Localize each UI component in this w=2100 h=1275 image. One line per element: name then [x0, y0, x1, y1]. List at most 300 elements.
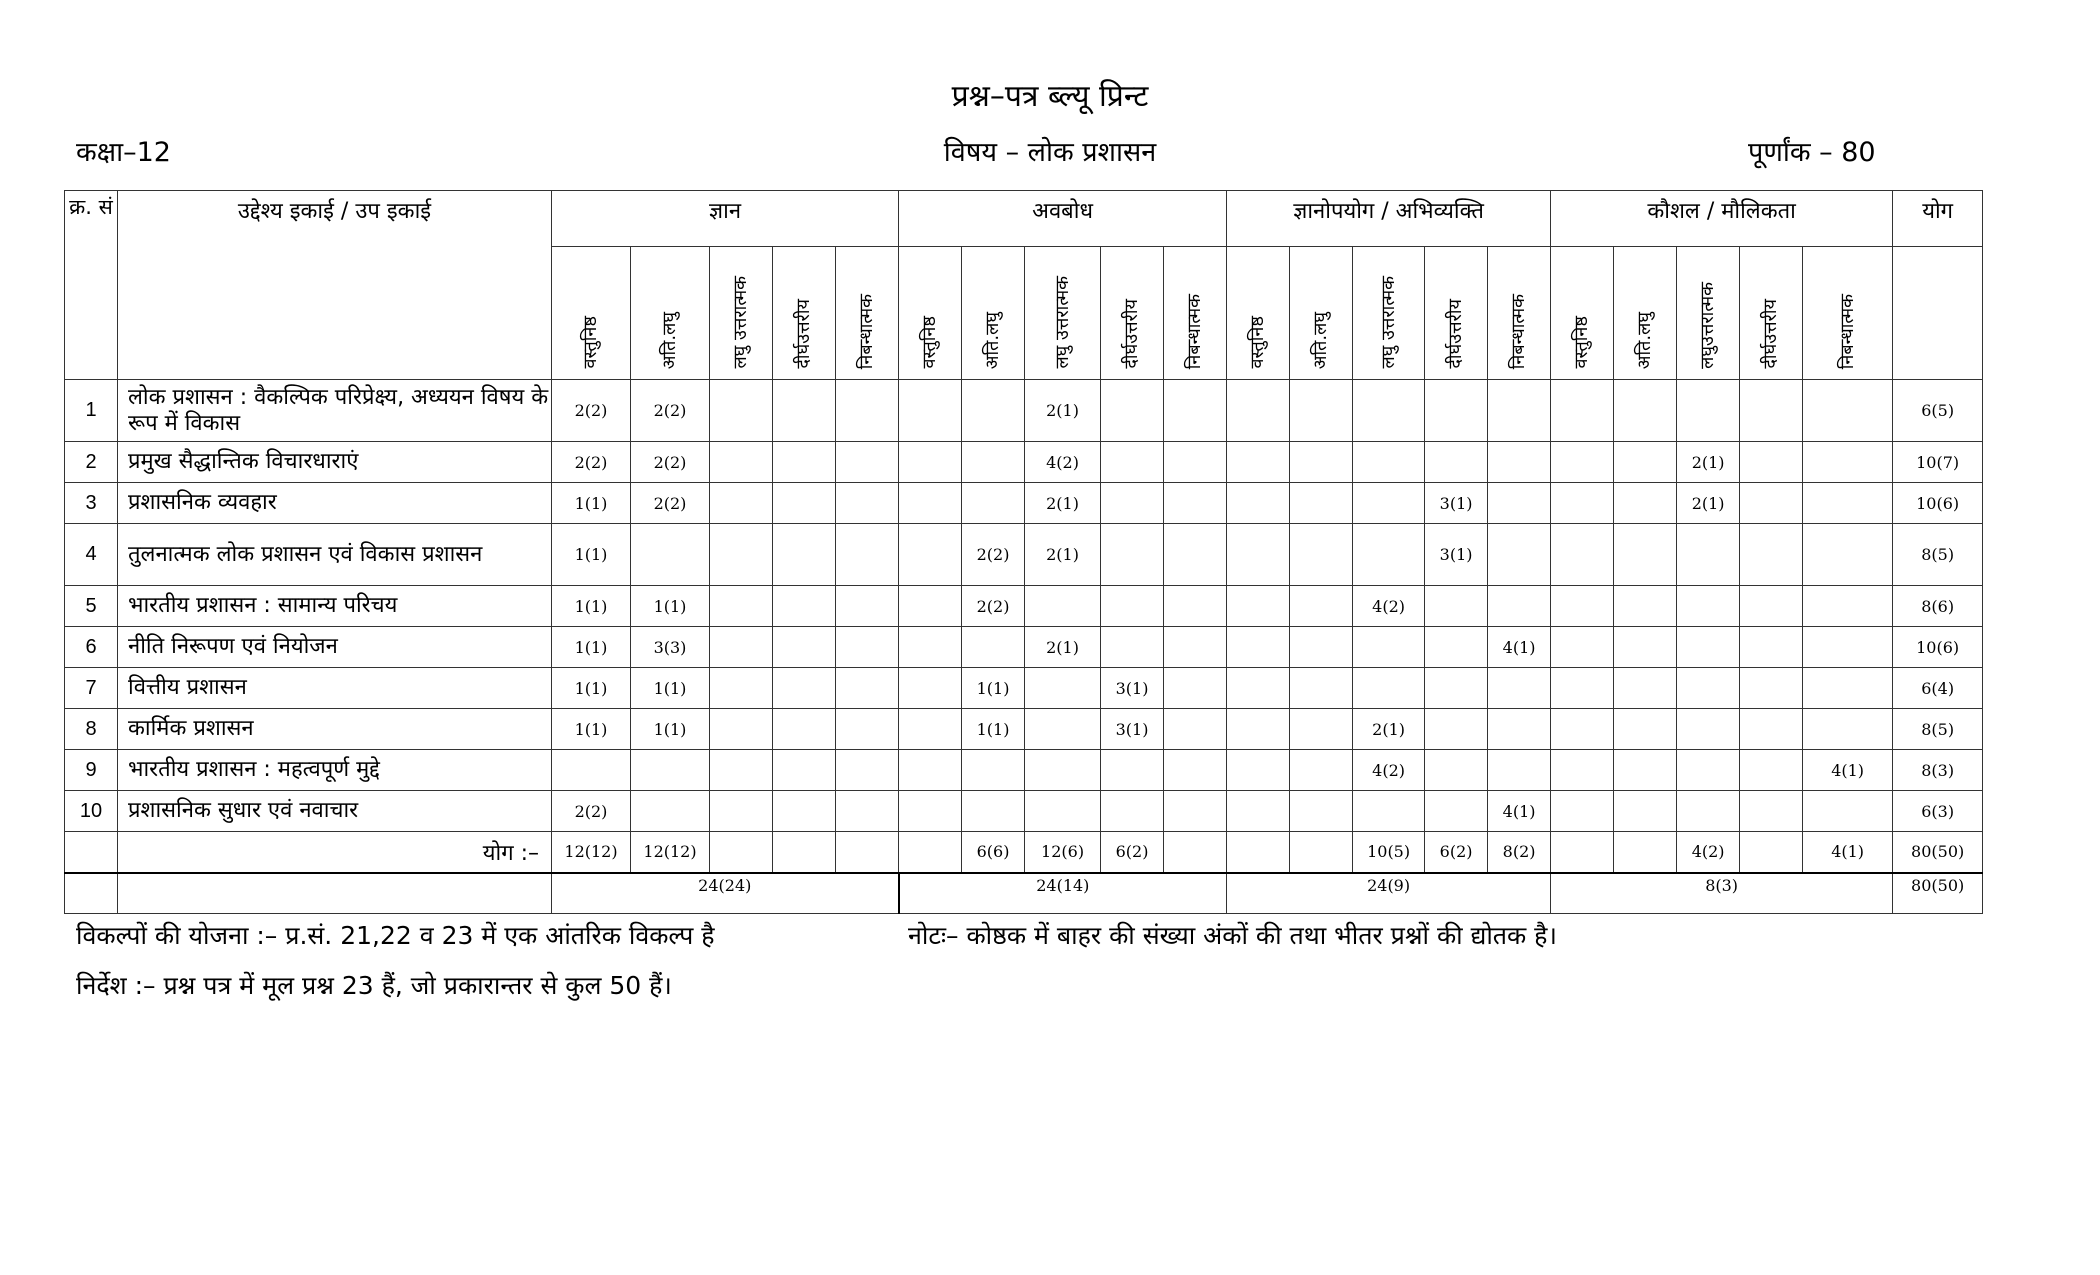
row-serial: 2 [65, 442, 118, 483]
row-cell [1227, 380, 1290, 442]
row-cell [1164, 524, 1227, 586]
row-cell: 4(2) [1353, 586, 1425, 627]
row-cell: 2(2) [552, 442, 631, 483]
row-cell [1353, 668, 1425, 709]
row-cell: 2(2) [631, 442, 710, 483]
row-cell [1803, 791, 1893, 832]
options-scheme-note: विकल्पों की योजना :– प्र.सं. 21,22 व 23 में एक आंतरिक विकल्प है [76, 921, 715, 950]
sum-row [65, 832, 1983, 873]
row-cell [773, 709, 836, 750]
total-subheader-blank [1893, 247, 1983, 380]
row-cell [1803, 627, 1893, 668]
row-cell [836, 524, 899, 586]
total-header: योग [1893, 191, 1983, 247]
row-cell [1740, 483, 1803, 524]
row-unit: तुलनात्मक लोक प्रशासन एवं विकास प्रशासन [118, 524, 552, 586]
row-cell: 1(1) [552, 668, 631, 709]
subcolumn-label: निबन्धात्मक [1508, 293, 1530, 369]
row-cell [1740, 627, 1803, 668]
subcolumn-label: वस्तुनिष्ठ [919, 316, 941, 369]
subcolumn-label: अति.लघु [982, 311, 1004, 369]
row-cell [1740, 380, 1803, 442]
grand-total: 80(50) [1893, 873, 1983, 914]
sum-row-cell [899, 832, 962, 873]
row-cell: 2(2) [962, 586, 1025, 627]
row-cell [1425, 791, 1488, 832]
row-cell [1551, 709, 1614, 750]
row-cell [1101, 380, 1164, 442]
subcolumn-header [1227, 247, 1290, 380]
subcolumn-header [899, 247, 962, 380]
row-cell [962, 627, 1025, 668]
row-cell [1101, 791, 1164, 832]
row-cell [1164, 586, 1227, 627]
row-cell [1425, 709, 1488, 750]
row-cell [1353, 524, 1425, 586]
sum-row-cell [1290, 832, 1353, 873]
row-total: 8(3) [1893, 750, 1983, 791]
subcolumn-header [773, 247, 836, 380]
row-cell: 4(2) [1025, 442, 1101, 483]
row-cell [1614, 586, 1677, 627]
row-cell: 1(1) [631, 709, 710, 750]
row-cell [773, 791, 836, 832]
row-cell [1803, 380, 1893, 442]
subcolumn-label: लघु उत्तरात्मक [1377, 276, 1399, 369]
row-cell [1488, 524, 1551, 586]
sum-row-total: 80(50) [1893, 832, 1983, 873]
row-cell: 3(1) [1101, 709, 1164, 750]
row-cell: 4(1) [1488, 791, 1551, 832]
subcolumn-label: वस्तुनिष्ठ [580, 316, 601, 369]
row-serial: 5 [65, 586, 118, 627]
subcolumn-header [1677, 247, 1740, 380]
row-unit: कार्मिक प्रशासन [118, 709, 552, 750]
row-cell [1488, 586, 1551, 627]
sum-row-cell: 12(12) [631, 832, 710, 873]
row-cell [1488, 750, 1551, 791]
row-cell [1227, 524, 1290, 586]
row-cell [1164, 627, 1227, 668]
subcolumn-header [710, 247, 773, 380]
row-cell [1290, 791, 1353, 832]
row-cell [1425, 668, 1488, 709]
subcolumn-label: लघु उत्तरात्मक [730, 276, 751, 369]
row-cell [1164, 791, 1227, 832]
row-cell [1290, 442, 1353, 483]
row-cell [773, 668, 836, 709]
row-cell [1803, 483, 1893, 524]
row-cell [1227, 791, 1290, 832]
subcolumn-header [1740, 247, 1803, 380]
row-cell [773, 442, 836, 483]
row-serial: 1 [65, 380, 118, 442]
row-serial: 10 [65, 791, 118, 832]
row-cell [836, 483, 899, 524]
row-cell [1803, 524, 1893, 586]
row-cell [710, 586, 773, 627]
group-totals-blank [65, 873, 118, 914]
unit-header: उद्देश्य इकाई / उप इकाई [118, 191, 552, 380]
row-cell [1740, 668, 1803, 709]
table-row [65, 709, 1983, 750]
row-cell [1614, 709, 1677, 750]
row-cell [899, 627, 962, 668]
row-cell [1353, 627, 1425, 668]
group-header: अवबोध [899, 191, 1227, 247]
subject-label: विषय – लोक प्रशासन [943, 137, 1157, 168]
row-cell: 4(2) [1353, 750, 1425, 791]
row-cell [773, 483, 836, 524]
sum-row-cell: 12(12) [552, 832, 631, 873]
row-cell: 4(1) [1803, 750, 1893, 791]
row-cell [836, 668, 899, 709]
row-cell [836, 442, 899, 483]
row-cell [1353, 380, 1425, 442]
row-cell: 3(3) [631, 627, 710, 668]
group-total: 24(14) [899, 873, 1227, 914]
row-cell [1290, 627, 1353, 668]
row-cell [1740, 750, 1803, 791]
subcolumn-label: निबन्धात्मक [1184, 293, 1206, 369]
sum-row-cell: 4(1) [1803, 832, 1893, 873]
row-cell [899, 483, 962, 524]
row-cell [1677, 668, 1740, 709]
table-row [65, 668, 1983, 709]
row-cell [1025, 750, 1101, 791]
row-cell [1290, 750, 1353, 791]
sum-row-cell: 8(2) [1488, 832, 1551, 873]
row-cell [962, 791, 1025, 832]
row-unit: प्रमुख सैद्धान्तिक विचारधाराएं [118, 442, 552, 483]
subcolumn-header [1353, 247, 1425, 380]
row-total: 8(6) [1893, 586, 1983, 627]
row-cell [1425, 627, 1488, 668]
row-cell: 2(2) [631, 380, 710, 442]
row-cell [1425, 750, 1488, 791]
row-cell [962, 442, 1025, 483]
subcolumn-label: दीर्घउत्तरीय [1121, 299, 1143, 369]
row-cell [1101, 442, 1164, 483]
row-cell [1677, 524, 1740, 586]
row-cell [1803, 709, 1893, 750]
row-cell [962, 380, 1025, 442]
sum-row-cell [1551, 832, 1614, 873]
row-cell: 2(1) [1353, 709, 1425, 750]
row-cell [1227, 750, 1290, 791]
table-row [65, 627, 1983, 668]
row-cell [836, 750, 899, 791]
row-cell [1677, 750, 1740, 791]
row-cell: 1(1) [962, 709, 1025, 750]
table-row [65, 442, 1983, 483]
row-cell [710, 524, 773, 586]
subcolumn-label: निबन्धात्मक [856, 293, 878, 369]
sum-row-cell [836, 832, 899, 873]
row-cell [1551, 442, 1614, 483]
row-cell [773, 750, 836, 791]
row-cell: 2(1) [1677, 483, 1740, 524]
row-cell [1677, 586, 1740, 627]
subcolumn-header [1425, 247, 1488, 380]
row-cell [1551, 483, 1614, 524]
sum-row-cell [1614, 832, 1677, 873]
subcolumn-header [1101, 247, 1164, 380]
row-cell [899, 524, 962, 586]
row-cell [1803, 442, 1893, 483]
row-cell: 1(1) [631, 586, 710, 627]
row-cell [710, 750, 773, 791]
group-header: ज्ञानोपयोग / अभिव्यक्ति [1227, 191, 1551, 247]
page-title: प्रश्न–पत्र ब्ल्यू प्रिन्ट [951, 79, 1149, 114]
sum-row-cell: 12(6) [1025, 832, 1101, 873]
instruction-note: निर्देश :– प्रश्न पत्र में मूल प्रश्न 23 हैं, जो प्रकारान्तर से कुल 50 हैं। [76, 971, 672, 1000]
subcolumn-label: अति.लघु [1634, 311, 1656, 369]
row-cell [899, 750, 962, 791]
row-cell [1164, 668, 1227, 709]
row-cell [1290, 380, 1353, 442]
row-cell [899, 709, 962, 750]
row-cell [836, 380, 899, 442]
row-cell: 1(1) [552, 586, 631, 627]
row-cell [710, 709, 773, 750]
row-cell [631, 750, 710, 791]
subcolumn-header [836, 247, 899, 380]
row-cell: 2(1) [1677, 442, 1740, 483]
row-cell [1353, 483, 1425, 524]
row-cell [1290, 709, 1353, 750]
group-header: कौशल / मौलिकता [1551, 191, 1893, 247]
subcolumn-header [1551, 247, 1614, 380]
row-cell [710, 668, 773, 709]
subcolumn-label: वस्तुनिष्ठ [1247, 316, 1269, 369]
table-row [65, 380, 1983, 442]
row-cell [1740, 709, 1803, 750]
row-cell [1164, 380, 1227, 442]
row-cell [1101, 483, 1164, 524]
row-cell [1740, 586, 1803, 627]
row-cell [1290, 524, 1353, 586]
row-cell [1425, 586, 1488, 627]
row-cell: 1(1) [631, 668, 710, 709]
row-cell [631, 791, 710, 832]
subcolumn-header [1803, 247, 1893, 380]
row-total: 10(7) [1893, 442, 1983, 483]
row-cell [1164, 442, 1227, 483]
row-cell [1614, 627, 1677, 668]
row-total: 10(6) [1893, 483, 1983, 524]
row-cell: 2(2) [552, 380, 631, 442]
sum-row-cell [773, 832, 836, 873]
row-cell [1614, 380, 1677, 442]
row-cell [631, 524, 710, 586]
table-row [65, 791, 1983, 832]
row-cell [1551, 668, 1614, 709]
subcolumn-label: अति.लघु [659, 311, 680, 369]
row-total: 8(5) [1893, 524, 1983, 586]
row-cell: 1(1) [552, 524, 631, 586]
subcolumn-label: लघुउत्तरात्मक [1697, 282, 1719, 369]
row-cell [1425, 380, 1488, 442]
row-cell [710, 380, 773, 442]
row-cell: 1(1) [552, 627, 631, 668]
sum-row-cell [710, 832, 773, 873]
row-cell [1290, 668, 1353, 709]
subcolumn-label: निबन्धात्मक [1836, 293, 1858, 369]
row-cell [1025, 709, 1101, 750]
row-cell [1677, 791, 1740, 832]
row-cell: 1(1) [552, 709, 631, 750]
row-cell [710, 442, 773, 483]
row-cell: 1(1) [552, 483, 631, 524]
row-cell [773, 586, 836, 627]
row-total: 6(5) [1893, 380, 1983, 442]
subcolumn-label: वस्तुनिष्ठ [1571, 316, 1593, 369]
sum-row-cell: 4(2) [1677, 832, 1740, 873]
row-cell [773, 627, 836, 668]
row-cell [899, 442, 962, 483]
group-total: 24(24) [552, 873, 899, 914]
total-marks-label: पूर्णांक – 80 [1748, 137, 1876, 168]
sum-row-cell: 6(2) [1101, 832, 1164, 873]
class-label: कक्षा–12 [76, 137, 171, 168]
row-cell [1227, 586, 1290, 627]
row-total: 8(5) [1893, 709, 1983, 750]
row-cell [1290, 586, 1353, 627]
subcolumn-header [1164, 247, 1227, 380]
row-cell [899, 586, 962, 627]
row-unit: लोक प्रशासन : वैकल्पिक परिप्रेक्ष्य, अध्ययन विषय के रूप में विकास [118, 380, 552, 442]
row-cell [773, 524, 836, 586]
row-cell [962, 750, 1025, 791]
sum-row-cell: 10(5) [1353, 832, 1425, 873]
sum-row-cell [1164, 832, 1227, 873]
row-unit: प्रशासनिक सुधार एवं नवाचार [118, 791, 552, 832]
row-cell [1551, 524, 1614, 586]
row-cell [1677, 709, 1740, 750]
row-cell [1101, 586, 1164, 627]
sum-row-cell [1740, 832, 1803, 873]
bracket-note: नोटः– कोष्ठक में बाहर की संख्या अंकों की तथा भीतर प्रश्नों की द्योतक है। [908, 921, 1557, 950]
row-cell [710, 483, 773, 524]
row-cell [1677, 380, 1740, 442]
group-header: ज्ञान [552, 191, 899, 247]
row-cell [1164, 709, 1227, 750]
row-cell [1551, 791, 1614, 832]
row-cell: 3(1) [1101, 668, 1164, 709]
sum-row-label: योग :– [118, 832, 552, 873]
row-cell [1551, 586, 1614, 627]
subcolumn-header [1488, 247, 1551, 380]
row-cell [1488, 483, 1551, 524]
row-serial: 8 [65, 709, 118, 750]
row-cell [1488, 668, 1551, 709]
row-total: 10(6) [1893, 627, 1983, 668]
row-cell [1614, 791, 1677, 832]
row-cell [836, 709, 899, 750]
table-row [65, 483, 1983, 524]
subcolumn-label: लघु उत्तरात्मक [1051, 276, 1073, 369]
row-cell [836, 627, 899, 668]
sum-row-blank [65, 832, 118, 873]
subcolumn-label: दीर्घउत्तरीय [1445, 299, 1467, 369]
row-cell [1614, 668, 1677, 709]
row-serial: 4 [65, 524, 118, 586]
row-cell: 2(2) [962, 524, 1025, 586]
table-row [65, 524, 1983, 586]
row-cell [899, 791, 962, 832]
row-cell: 1(1) [962, 668, 1025, 709]
row-total: 6(4) [1893, 668, 1983, 709]
row-cell [1803, 668, 1893, 709]
row-cell [1614, 524, 1677, 586]
sum-row-cell: 6(6) [962, 832, 1025, 873]
row-cell [1227, 627, 1290, 668]
subcolumn-label: दीर्घउत्तरीय [793, 299, 814, 369]
subcolumn-header [1614, 247, 1677, 380]
row-cell: 4(1) [1488, 627, 1551, 668]
table-row [65, 586, 1983, 627]
row-serial: 7 [65, 668, 118, 709]
row-cell [1740, 791, 1803, 832]
row-cell [1101, 627, 1164, 668]
sum-row-cell: 6(2) [1425, 832, 1488, 873]
row-cell [1740, 442, 1803, 483]
group-total: 24(9) [1227, 873, 1551, 914]
row-cell [1425, 442, 1488, 483]
row-cell: 3(1) [1425, 483, 1488, 524]
row-cell [1488, 380, 1551, 442]
subcolumn-header [631, 247, 710, 380]
table-row [65, 750, 1983, 791]
row-cell [710, 627, 773, 668]
row-cell [1227, 442, 1290, 483]
row-cell: 2(1) [1025, 627, 1101, 668]
row-cell [1353, 791, 1425, 832]
group-total: 8(3) [1551, 873, 1893, 914]
row-cell [1025, 668, 1101, 709]
row-cell [1551, 627, 1614, 668]
subcolumn-header [1025, 247, 1101, 380]
row-unit: नीति निरूपण एवं नियोजन [118, 627, 552, 668]
subcolumn-header [962, 247, 1025, 380]
row-cell [1025, 586, 1101, 627]
row-unit: वित्तीय प्रशासन [118, 668, 552, 709]
row-cell [836, 586, 899, 627]
row-cell [1227, 483, 1290, 524]
row-cell [1353, 442, 1425, 483]
row-cell [1227, 668, 1290, 709]
row-cell: 2(1) [1025, 524, 1101, 586]
row-cell [1551, 380, 1614, 442]
row-cell [1614, 442, 1677, 483]
row-cell [899, 380, 962, 442]
row-cell [1551, 750, 1614, 791]
row-cell [1164, 750, 1227, 791]
row-serial: 6 [65, 627, 118, 668]
row-cell [773, 380, 836, 442]
blueprint-table [64, 190, 1983, 914]
group-totals-blank [118, 873, 552, 914]
subcolumn-label: दीर्घउत्तरीय [1760, 299, 1782, 369]
row-cell [899, 668, 962, 709]
row-cell [710, 791, 773, 832]
row-cell [836, 791, 899, 832]
row-cell: 2(1) [1025, 483, 1101, 524]
row-cell [1614, 483, 1677, 524]
row-cell [962, 483, 1025, 524]
row-total: 6(3) [1893, 791, 1983, 832]
